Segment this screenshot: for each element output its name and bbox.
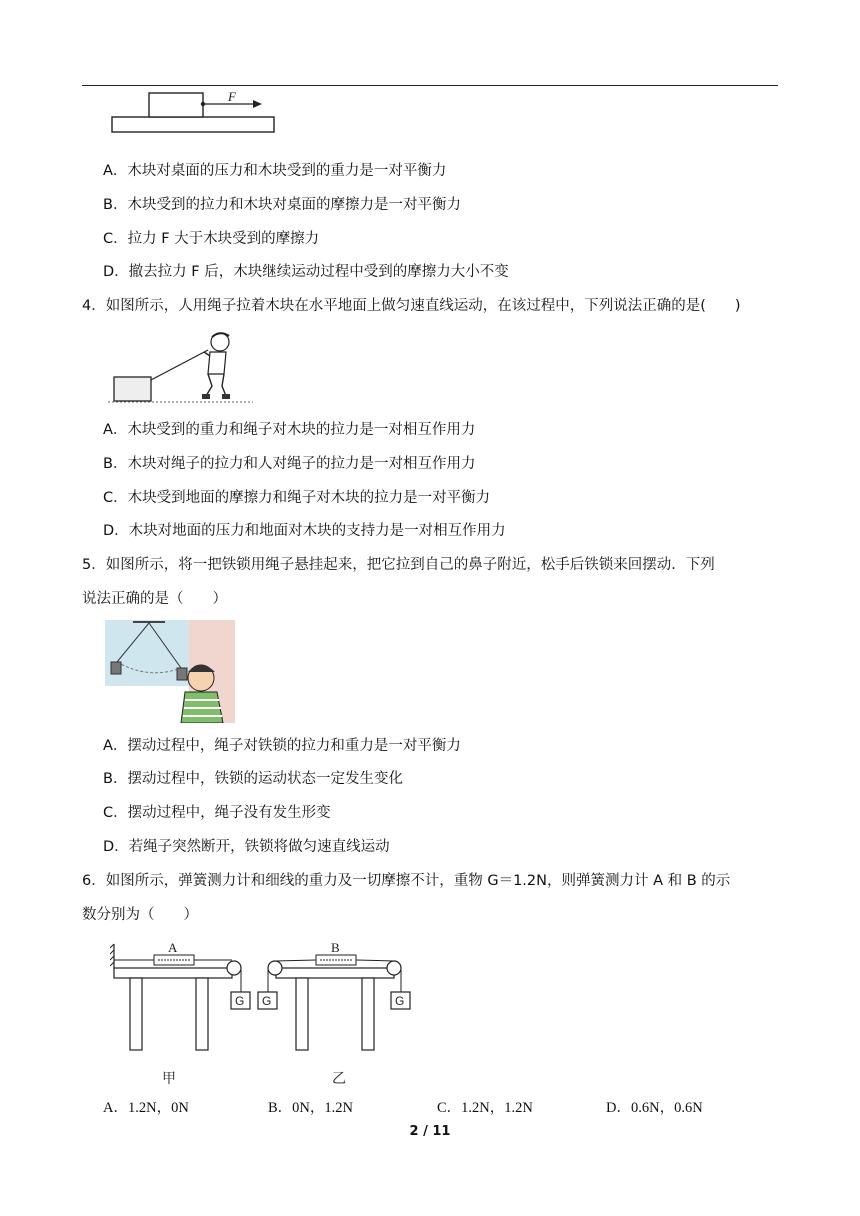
meter-a-label: A [168,940,178,955]
q5-stem-line2: 说法正确的是（ ） [82,591,227,607]
yi-label: 乙 [332,1071,346,1087]
q4-stem: 4．如图所示，人用绳子拉着木块在水平地面上做匀速直线运动，在该过程中，下列说法正确的是( ) [82,298,741,314]
q3-option-b: B．木块受到的拉力和木块对桌面的摩擦力是一对平衡力 [103,197,461,213]
yi-weight-right-label: G [395,994,405,1008]
q5-option-d: D．若绳子突然断开，铁锁将做匀速直线运动 [103,839,390,855]
q6-option-d: D．0.6N，0.6N [606,1100,703,1116]
q6-option-c: C．1.2N，1.2N [437,1100,533,1116]
person-pulling-block-figure [108,330,253,405]
q6-stem-line1: 6．如图所示，弹簧测力计和细线的重力及一切摩擦不计，重物 G＝1.2N，则弹簧测力计 A 和 B 的示 [82,873,731,889]
q6-option-b: B．0N，1.2N [268,1100,353,1116]
q4-option-a: A．木块受到的重力和绳子对木块的拉力是一对相互作用力 [103,422,476,438]
q4-option-d: D．木块对地面的压力和地面对木块的支持力是一对相互作用力 [103,523,506,539]
page-number: 2 / 11 [409,1124,451,1139]
q5-option-c: C．摆动过程中，绳子没有发生形变 [103,805,331,821]
force-label: F [228,89,236,104]
q3-option-d: D．撤去拉力 F 后，木块继续运动过程中受到的摩擦力大小不变 [103,264,509,280]
meter-b-label: B [331,940,340,955]
jia-weight-label: G [235,994,245,1008]
q3-option-a: A．木块对桌面的压力和木块受到的重力是一对平衡力 [103,163,447,179]
block-pull-figure [108,88,278,136]
pendulum-lock-figure [105,620,235,723]
q4-option-b: B．木块对绳子的拉力和人对绳子的拉力是一对相互作用力 [103,456,476,472]
spring-scale-figure [110,938,420,1088]
q5-option-b: B．摆动过程中，铁锁的运动状态一定发生变化 [103,771,403,787]
q3-option-c: C．拉力 F 大于木块受到的摩擦力 [103,231,320,247]
q5-stem-line1: 5．如图所示，将一把铁锁用绳子悬挂起来，把它拉到自己的鼻子附近，松手后铁锁来回摆动．下列 [82,557,715,573]
jia-label: 甲 [162,1071,176,1087]
q5-option-a: A．摆动过程中，绳子对铁锁的拉力和重力是一对平衡力 [103,738,461,754]
header-rule [82,85,778,86]
yi-weight-left-label: G [262,994,272,1008]
q6-option-a: A．1.2N，0N [103,1100,189,1116]
q6-stem-line2: 数分别为（ ） [82,907,198,923]
q4-option-c: C．木块受到地面的摩擦力和绳子对木块的拉力是一对平衡力 [103,490,491,506]
